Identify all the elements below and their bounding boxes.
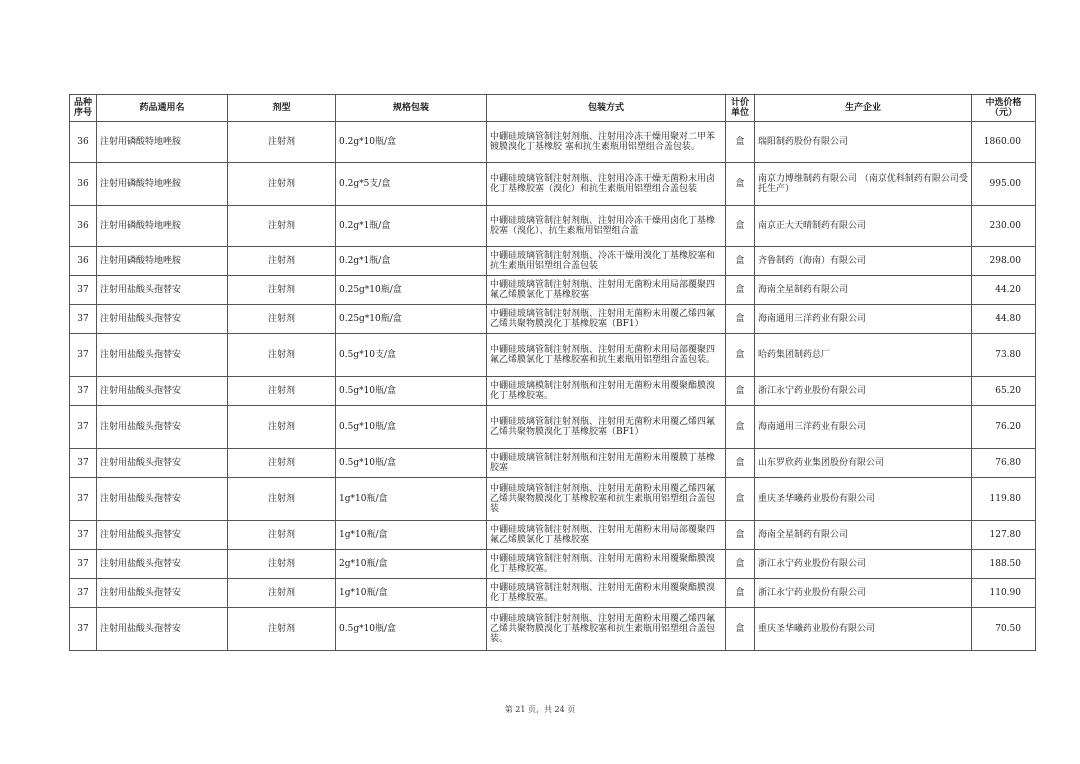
cell-name: 注射用磷酸特地唑胺: [97, 206, 228, 247]
cell-price: 119.80: [972, 478, 1036, 521]
cell-form: 注射剂: [228, 521, 336, 550]
table-row: [70, 377, 1036, 406]
cell-price: 127.80: [972, 521, 1036, 550]
table-row: [70, 247, 1036, 276]
cell-maker: 浙江永宁药业股份有限公司: [755, 550, 972, 579]
cell-seq: 36: [70, 122, 97, 163]
table-row: [70, 608, 1036, 651]
cell-maker: 南京正大天晴制药有限公司: [755, 206, 972, 247]
cell-price: 73.80: [972, 334, 1036, 377]
cell-unit: 盒: [726, 206, 755, 247]
header-maker: 生产企业: [755, 95, 972, 122]
cell-unit: 盒: [726, 550, 755, 579]
cell-name: 注射用盐酸头孢替安: [97, 377, 228, 406]
cell-maker: 海南全星制药有限公司: [755, 521, 972, 550]
cell-unit: 盒: [726, 608, 755, 651]
cell-pack: 中硼硅玻璃管制注射剂瓶、注射用无菌粉末用覆乙烯四氟乙烯共聚物膜溴化丁基橡胶塞和抗生素瓶用铝塑组合盖包装。: [487, 608, 726, 651]
cell-pack: 中硼硅玻璃管制注射剂瓶、注射用无菌粉末用局部覆聚四氟乙烯膜氯化丁基橡胶塞和抗生素瓶用铝塑组合盖包装。: [487, 334, 726, 377]
cell-spec: 0.5g*10瓶/盒: [336, 406, 487, 449]
cell-name: 注射用磷酸特地唑胺: [97, 122, 228, 163]
table-row: [70, 579, 1036, 608]
cell-spec: 0.2g*5支/盒: [336, 163, 487, 206]
cell-seq: 37: [70, 449, 97, 478]
cell-price: 110.90: [972, 579, 1036, 608]
cell-form: 注射剂: [228, 305, 336, 334]
cell-unit: 盒: [726, 406, 755, 449]
cell-name: 注射用盐酸头孢替安: [97, 406, 228, 449]
cell-unit: 盒: [726, 305, 755, 334]
cell-spec: 1g*10瓶/盒: [336, 579, 487, 608]
cell-unit: 盒: [726, 334, 755, 377]
cell-unit: 盒: [726, 122, 755, 163]
cell-spec: 0.5g*10瓶/盒: [336, 608, 487, 651]
cell-unit: 盒: [726, 579, 755, 608]
cell-name: 注射用盐酸头孢替安: [97, 478, 228, 521]
cell-seq: 37: [70, 334, 97, 377]
cell-seq: 37: [70, 478, 97, 521]
cell-form: 注射剂: [228, 608, 336, 651]
cell-name: 注射用盐酸头孢替安: [97, 276, 228, 305]
cell-price: 70.50: [972, 608, 1036, 651]
cell-pack: 中硼硅玻璃管制注射剂瓶、注射用冷冻干燥用聚对二甲苯镀膜溴化丁基橡胶 塞和抗生素瓶用铝塑组合盖包装。: [487, 122, 726, 163]
cell-seq: 37: [70, 406, 97, 449]
cell-pack: 中硼硅玻璃管制注射剂瓶、注射用无菌粉末用覆聚酯膜溴化丁基橡胶塞。: [487, 550, 726, 579]
table-row: [70, 334, 1036, 377]
cell-pack: 中硼硅玻璃管制注射剂瓶和注射用无菌粉末用覆膜丁基橡胶塞: [487, 449, 726, 478]
cell-maker: 瑞阳制药股份有限公司: [755, 122, 972, 163]
page-footer: 第 21 页，共 24 页: [504, 705, 576, 714]
cell-price: 76.80: [972, 449, 1036, 478]
cell-price: 995.00: [972, 163, 1036, 206]
cell-form: 注射剂: [228, 334, 336, 377]
cell-spec: 0.2g*10瓶/盒: [336, 122, 487, 163]
table-body: [70, 122, 1036, 651]
cell-seq: 37: [70, 305, 97, 334]
header-name: 药品通用名: [97, 95, 228, 122]
cell-pack: 中硼硅玻璃管制注射剂瓶、注射用无菌粉末用覆乙烯四氟乙烯共聚物膜溴化丁基橡胶塞和抗生素瓶用铝塑组合盖包装: [487, 478, 726, 521]
header-pack: 包装方式: [487, 95, 726, 122]
cell-spec: 0.5g*10支/盒: [336, 334, 487, 377]
cell-form: 注射剂: [228, 406, 336, 449]
cell-seq: 36: [70, 163, 97, 206]
cell-seq: 36: [70, 206, 97, 247]
cell-seq: 37: [70, 579, 97, 608]
header-form: 剂型: [228, 95, 336, 122]
cell-name: 注射用盐酸头孢替安: [97, 305, 228, 334]
header-seq: 品种序号: [70, 95, 97, 122]
table-row: [70, 122, 1036, 163]
cell-name: 注射用盐酸头孢替安: [97, 608, 228, 651]
cell-unit: 盒: [726, 478, 755, 521]
cell-spec: 0.25g*10瓶/盒: [336, 276, 487, 305]
table-header-row: [70, 95, 1036, 122]
cell-name: 注射用盐酸头孢替安: [97, 550, 228, 579]
table-row: [70, 276, 1036, 305]
cell-spec: 0.25g*10瓶/盒: [336, 305, 487, 334]
cell-form: 注射剂: [228, 579, 336, 608]
cell-maker: 齐鲁制药（海南）有限公司: [755, 247, 972, 276]
cell-form: 注射剂: [228, 550, 336, 579]
cell-unit: 盒: [726, 163, 755, 206]
cell-name: 注射用盐酸头孢替安: [97, 334, 228, 377]
cell-pack: 中硼硅玻璃管制注射剂瓶、注射用无菌粉末用局部覆聚四氟乙烯膜氯化丁基橡胶塞: [487, 276, 726, 305]
table-row: [70, 206, 1036, 247]
cell-maker: 海南全星制药有限公司: [755, 276, 972, 305]
cell-price: 65.20: [972, 377, 1036, 406]
cell-pack: 中硼硅玻璃模制注射剂瓶和注射用无菌粉末用覆聚酯膜溴化丁基橡胶塞。: [487, 377, 726, 406]
cell-pack: 中硼硅玻璃管制注射剂瓶、注射用无菌粉末用覆聚酯膜溴化丁基橡胶塞。: [487, 579, 726, 608]
cell-unit: 盒: [726, 521, 755, 550]
cell-spec: 0.5g*10瓶/盒: [336, 449, 487, 478]
cell-pack: 中硼硅玻璃管制注射剂瓶、冷冻干燥用溴化丁基橡胶塞和抗生素瓶用铝塑组合盖包装: [487, 247, 726, 276]
drug-price-table: [69, 94, 1036, 651]
cell-seq: 36: [70, 247, 97, 276]
cell-price: 44.80: [972, 305, 1036, 334]
cell-price: 188.50: [972, 550, 1036, 579]
cell-form: 注射剂: [228, 377, 336, 406]
cell-spec: 1g*10瓶/盒: [336, 521, 487, 550]
cell-form: 注射剂: [228, 122, 336, 163]
cell-name: 注射用盐酸头孢替安: [97, 521, 228, 550]
cell-pack: 中硼硅玻璃管制注射剂瓶、注射用无菌粉末用覆乙烯四氟乙烯共聚物膜溴化丁基橡胶塞（BF1）: [487, 406, 726, 449]
cell-spec: 2g*10瓶/盒: [336, 550, 487, 579]
cell-unit: 盒: [726, 449, 755, 478]
cell-pack: 中硼硅玻璃管制注射剂瓶、注射用冷冻干燥无菌粉末用卤化丁基橡胶塞（溴化）和抗生素瓶用铝塑组合盖包装: [487, 163, 726, 206]
cell-form: 注射剂: [228, 449, 336, 478]
cell-price: 230.00: [972, 206, 1036, 247]
cell-maker: 浙江永宁药业股份有限公司: [755, 579, 972, 608]
cell-seq: 37: [70, 377, 97, 406]
cell-spec: 1g*10瓶/盒: [336, 478, 487, 521]
table-row: [70, 478, 1036, 521]
cell-maker: 哈药集团制药总厂: [755, 334, 972, 377]
cell-price: 44.20: [972, 276, 1036, 305]
cell-seq: 37: [70, 608, 97, 651]
cell-unit: 盒: [726, 247, 755, 276]
cell-name: 注射用磷酸特地唑胺: [97, 163, 228, 206]
cell-spec: 0.5g*10瓶/盒: [336, 377, 487, 406]
table-row: [70, 305, 1036, 334]
cell-spec: 0.2g*1瓶/盒: [336, 247, 487, 276]
cell-pack: 中硼硅玻璃管制注射剂瓶、注射用无菌粉末用覆乙烯四氟乙烯共聚物膜溴化丁基橡胶塞（BF1）: [487, 305, 726, 334]
header-price: 中选价格（元）: [972, 95, 1036, 122]
table-row: [70, 163, 1036, 206]
cell-maker: 重庆圣华曦药业股份有限公司: [755, 478, 972, 521]
cell-maker: 重庆圣华曦药业股份有限公司: [755, 608, 972, 651]
cell-maker: 南京力博维制药有限公司 （南京优科制药有限公司受托生产）: [755, 163, 972, 206]
table-row: [70, 550, 1036, 579]
cell-seq: 37: [70, 276, 97, 305]
cell-maker: 山东罗欣药业集团股份有限公司: [755, 449, 972, 478]
cell-form: 注射剂: [228, 478, 336, 521]
cell-form: 注射剂: [228, 247, 336, 276]
cell-maker: 海南通用三洋药业有限公司: [755, 406, 972, 449]
cell-form: 注射剂: [228, 206, 336, 247]
header-spec: 规格包装: [336, 95, 487, 122]
table-row: [70, 449, 1036, 478]
cell-price: 298.00: [972, 247, 1036, 276]
cell-price: 76.20: [972, 406, 1036, 449]
cell-price: 1860.00: [972, 122, 1036, 163]
cell-unit: 盒: [726, 276, 755, 305]
header-unit: 计价单位: [726, 95, 755, 122]
cell-form: 注射剂: [228, 163, 336, 206]
cell-unit: 盒: [726, 377, 755, 406]
cell-pack: 中硼硅玻璃管制注射剂瓶、注射用无菌粉末用局部覆聚四氟乙烯膜氯化丁基橡胶塞: [487, 521, 726, 550]
cell-form: 注射剂: [228, 276, 336, 305]
cell-name: 注射用盐酸头孢替安: [97, 449, 228, 478]
cell-name: 注射用磷酸特地唑胺: [97, 247, 228, 276]
cell-maker: 海南通用三洋药业有限公司: [755, 305, 972, 334]
cell-maker: 浙江永宁药业股份有限公司: [755, 377, 972, 406]
table-row: [70, 406, 1036, 449]
cell-spec: 0.2g*1瓶/盒: [336, 206, 487, 247]
table-row: [70, 521, 1036, 550]
cell-pack: 中硼硅玻璃管制注射剂瓶、注射用冷冻干燥用卤化丁基橡胶塞（溴化）、抗生素瓶用铝塑组合盖: [487, 206, 726, 247]
cell-name: 注射用盐酸头孢替安: [97, 579, 228, 608]
cell-seq: 37: [70, 550, 97, 579]
cell-seq: 37: [70, 521, 97, 550]
